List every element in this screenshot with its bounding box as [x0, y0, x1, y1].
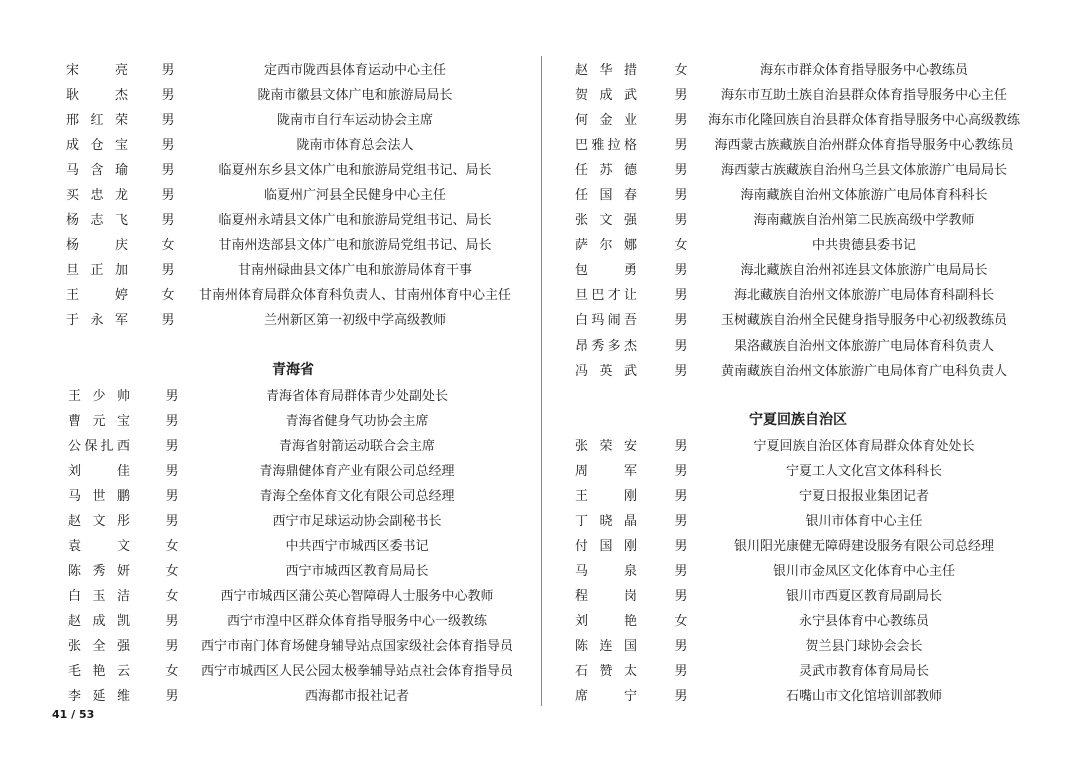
person-name: 张全强: [68, 639, 130, 654]
person-gender: 男: [161, 88, 175, 104]
person-title: 永宁县体育中心教练员: [798, 613, 929, 629]
list-item: [58, 231, 528, 256]
list-item: [563, 432, 1033, 457]
person-name: 袁 文: [68, 538, 130, 554]
person-title: 陇南市自行车运动协会主席: [276, 113, 433, 129]
person-name: 王 婷: [66, 288, 128, 304]
list-item: [58, 632, 528, 657]
person-title: 西宁市足球运动协会副秘书长: [272, 513, 442, 529]
person-gender: 男: [161, 113, 175, 129]
person-title: 黄南藏族自治州文体旅游广电局体育广电科负责人: [720, 363, 1007, 379]
person-gender: 男: [674, 664, 688, 680]
person-name: 毛艳云: [68, 664, 130, 680]
person-gender: 男: [674, 463, 688, 479]
person-name: 于永军: [66, 313, 128, 329]
person-title: 贺兰县门球协会会长: [805, 639, 923, 654]
list-item: [58, 256, 528, 281]
list-item: [58, 382, 528, 407]
list-item: [58, 607, 528, 632]
list-item: [58, 206, 528, 231]
person-title: 陇南市体育总会法人: [296, 138, 414, 154]
list-item: [563, 357, 1033, 382]
list-item: [563, 231, 1033, 256]
person-name: 杨志飞: [66, 213, 128, 229]
person-title: 海南藏族自治州文体旅游广电局体育科科长: [740, 188, 988, 204]
person-title: 海北藏族自治州文体旅游广电局体育科副科长: [733, 288, 994, 304]
qinghai-list-right: [563, 56, 1033, 382]
list-item: [58, 657, 528, 682]
person-title: 青海鼎健体育产业有限公司总经理: [259, 463, 455, 479]
person-gender: 男: [674, 488, 688, 504]
person-gender: 男: [674, 563, 688, 579]
person-title: 海西蒙古族藏族自治州群众体育指导服务中心教练员: [714, 138, 1014, 154]
person-title: 西宁市湟中区群众体育指导服务中心一级教练: [226, 613, 487, 629]
person-name: 任国春: [575, 188, 637, 204]
person-gender: 男: [165, 639, 179, 654]
person-gender: 男: [165, 413, 179, 429]
person-gender: 男: [674, 88, 688, 104]
person-gender: 男: [161, 163, 175, 179]
person-gender: 男: [674, 163, 688, 179]
person-title: 海东市化隆回族自治县群众体育指导服务中心高级教练: [707, 113, 1020, 129]
person-gender: 女: [161, 238, 175, 254]
person-name: 席 宁: [575, 689, 637, 705]
person-gender: 女: [165, 563, 179, 579]
person-name: 巴雅拉格: [575, 138, 637, 154]
person-name: 李延维: [68, 689, 130, 705]
person-title: 青海省健身气功协会主席: [285, 413, 429, 429]
person-name: 耿 杰: [66, 88, 128, 104]
person-title: 海东市群众体育指导服务中心教练员: [759, 63, 968, 79]
person-gender: 男: [674, 263, 688, 279]
column-divider: [541, 56, 542, 706]
person-gender: 男: [165, 388, 179, 404]
list-item: [58, 482, 528, 507]
person-name: 昂秀多杰: [575, 338, 637, 354]
person-title: 海西蒙古族藏族自治州乌兰县文体旅游广电局局长: [720, 163, 1007, 179]
person-gender: 男: [161, 188, 175, 204]
person-gender: 男: [161, 263, 175, 279]
person-title: 灵武市教育体育局局长: [798, 664, 929, 680]
list-item: [58, 81, 528, 106]
list-item: [58, 582, 528, 607]
person-title: 石嘴山市文化馆培训部教师: [785, 689, 942, 705]
list-item: [58, 457, 528, 482]
list-item: [563, 306, 1033, 331]
person-title: 中共贵德县委书记: [811, 238, 916, 254]
person-gender: 男: [674, 513, 688, 529]
person-title: 海东市互助土族自治县群众体育指导服务中心主任: [720, 88, 1007, 104]
person-gender: 男: [674, 213, 688, 229]
right-column: [563, 56, 1033, 707]
person-name: 周 军: [575, 463, 637, 479]
section-title-qinghai: 青海省: [272, 362, 314, 379]
person-name: 赵华措: [575, 63, 637, 79]
list-item: [58, 156, 528, 181]
list-item: [563, 557, 1033, 582]
person-gender: 女: [674, 238, 688, 254]
list-item: [563, 457, 1033, 482]
list-item: [563, 81, 1033, 106]
person-name: 何金业: [575, 113, 637, 129]
person-title: 玉树藏族自治州全民健身指导服务中心初级教练员: [720, 313, 1007, 329]
person-gender: 男: [165, 488, 179, 504]
list-item: [563, 131, 1033, 156]
list-item: [563, 206, 1033, 231]
list-item: [563, 181, 1033, 206]
person-gender: 男: [165, 613, 179, 629]
list-item: [563, 532, 1033, 557]
person-title: 西宁市城西区人民公园太极拳辅导站点社会体育指导员: [200, 664, 513, 680]
list-item: [58, 181, 528, 206]
list-item: [563, 682, 1033, 707]
person-name: 公保扎西: [68, 438, 130, 454]
person-name: 邢红荣: [66, 113, 128, 129]
person-gender: 女: [161, 288, 175, 304]
person-name: 马含瑜: [66, 163, 128, 179]
person-gender: 女: [674, 613, 688, 629]
person-name: 程 岗: [575, 588, 637, 604]
list-item: [58, 281, 528, 306]
person-name: 王 刚: [575, 488, 637, 504]
list-item: [563, 632, 1033, 657]
page-number: 41 / 53: [52, 708, 95, 721]
person-name: 旦正加: [66, 263, 128, 279]
list-item: [58, 557, 528, 582]
person-name: 萨尔娜: [575, 238, 637, 254]
person-name: 包 勇: [575, 263, 637, 279]
list-item: [563, 607, 1033, 632]
person-gender: 男: [165, 463, 179, 479]
person-gender: 女: [165, 664, 179, 680]
person-gender: 男: [674, 188, 688, 204]
person-name: 丁晓晶: [575, 513, 637, 529]
person-gender: 男: [674, 538, 688, 554]
person-name: 赵成凯: [68, 613, 130, 629]
person-gender: 男: [674, 639, 688, 654]
person-gender: 男: [161, 63, 175, 79]
list-item: [58, 507, 528, 532]
person-title: 临夏州广河县全民健身中心主任: [263, 188, 446, 204]
list-item: [563, 582, 1033, 607]
person-title: 宁夏回族自治区体育局群众体育处处长: [753, 438, 975, 454]
person-title: 银川阳光康健无障碍建设服务有限公司总经理: [733, 538, 994, 554]
person-title: 银川市体育中心主任: [805, 513, 923, 529]
person-gender: 男: [674, 288, 688, 304]
person-gender: 男: [165, 438, 179, 454]
list-item: [58, 532, 528, 557]
person-title: 西宁市城西区蒲公英心智障碍人士服务中心教师: [220, 588, 494, 604]
person-name: 王少帅: [68, 388, 130, 404]
person-name: 张文强: [575, 213, 637, 229]
person-name: 陈秀妍: [68, 563, 130, 579]
person-title: 定西市陇西县体育运动中心主任: [263, 63, 446, 79]
person-title: 银川市金凤区文化体育中心主任: [772, 563, 955, 579]
person-gender: 男: [165, 689, 179, 705]
person-title: 青海仝垒体育文化有限公司总经理: [259, 488, 455, 504]
person-name: 石赞太: [575, 664, 637, 680]
person-name: 买忠龙: [66, 188, 128, 204]
list-item: [563, 332, 1033, 357]
person-gender: 男: [674, 363, 688, 379]
list-item: [58, 682, 528, 707]
person-name: 冯英武: [575, 363, 637, 379]
person-name: 张荣安: [575, 438, 637, 454]
person-gender: 男: [161, 213, 175, 229]
qinghai-list-left: [58, 382, 528, 708]
person-title: 海北藏族自治州祁连县文体旅游广电局局长: [740, 263, 988, 279]
person-name: 杨 庆: [66, 238, 128, 254]
person-title: 海南藏族自治州第二民族高级中学教师: [753, 213, 975, 229]
list-item: [563, 507, 1033, 532]
list-item: [563, 156, 1033, 181]
person-gender: 男: [674, 588, 688, 604]
person-gender: 女: [165, 538, 179, 554]
person-title: 西海都市报社记者: [304, 689, 409, 705]
person-gender: 男: [674, 113, 688, 129]
list-item: [563, 281, 1033, 306]
person-name: 任苏德: [575, 163, 637, 179]
list-item: [563, 657, 1033, 682]
person-title: 银川市西夏区教育局副局长: [785, 588, 942, 604]
person-gender: 男: [674, 138, 688, 154]
person-name: 白玉洁: [68, 588, 130, 604]
list-item: [58, 106, 528, 131]
list-item: [563, 256, 1033, 281]
person-gender: 男: [674, 689, 688, 705]
person-title: 甘南州碌曲县文体广电和旅游局体育干事: [237, 263, 472, 279]
list-item: [563, 56, 1033, 81]
person-title: 临夏州东乡县文体广电和旅游局党组书记、局长: [218, 163, 492, 179]
person-title: 西宁市城西区教育局局长: [285, 563, 429, 579]
section-title-ningxia: 宁夏回族自治区: [749, 412, 847, 429]
person-title: 果洛藏族自治州文体旅游广电局体育科负责人: [733, 338, 994, 354]
person-title: 临夏州永靖县文体广电和旅游局党组书记、局长: [218, 213, 492, 229]
person-gender: 男: [161, 138, 175, 154]
list-item: [563, 106, 1033, 131]
person-name: 付国刚: [575, 538, 637, 554]
person-name: 刘 艳: [575, 613, 637, 629]
person-title: 宁夏日报报业集团记者: [798, 488, 929, 504]
person-title: 西宁市南门体育场健身辅导站点国家级社会体育指导员: [200, 639, 513, 654]
person-gender: 男: [161, 313, 175, 329]
person-title: 宁夏工人文化宫文体科科长: [785, 463, 942, 479]
person-gender: 男: [674, 313, 688, 329]
person-name: 贺成武: [575, 88, 637, 104]
person-title: 青海省射箭运动联合会主席: [278, 438, 435, 454]
person-title: 青海省体育局群体青少处副处长: [265, 388, 448, 404]
list-item: [58, 56, 528, 81]
person-title: 甘南州体育局群众体育科负责人、甘南州体育中心主任: [198, 288, 511, 304]
person-gender: 女: [674, 63, 688, 79]
person-name: 马世鹏: [68, 488, 130, 504]
person-name: 旦巴才让: [575, 288, 637, 304]
person-name: 马 泉: [575, 563, 637, 579]
person-title: 甘南州迭部县文体广电和旅游局党组书记、局长: [218, 238, 492, 254]
list-item: [563, 482, 1033, 507]
list-item: [58, 306, 528, 331]
person-name: 成仓宝: [66, 138, 128, 154]
gansu-list: [58, 56, 528, 332]
person-gender: 男: [165, 513, 179, 529]
person-title: 陇南市徽县文体广电和旅游局局长: [257, 88, 453, 104]
ningxia-list: [563, 432, 1033, 708]
person-name: 宋 亮: [66, 63, 128, 79]
person-name: 赵文彤: [68, 513, 130, 529]
list-item: [58, 407, 528, 432]
list-item: [58, 432, 528, 457]
left-column: [58, 56, 528, 707]
person-gender: 男: [674, 338, 688, 354]
person-title: 中共西宁市城西区委书记: [285, 538, 429, 554]
person-name: 白玛闹吾: [575, 313, 637, 329]
person-name: 刘 佳: [68, 463, 130, 479]
person-name: 陈连国: [575, 639, 637, 654]
person-name: 曹元宝: [68, 413, 130, 429]
person-gender: 男: [674, 438, 688, 454]
person-title: 兰州新区第一初级中学高级教师: [263, 313, 446, 329]
list-item: [58, 131, 528, 156]
person-gender: 女: [165, 588, 179, 604]
